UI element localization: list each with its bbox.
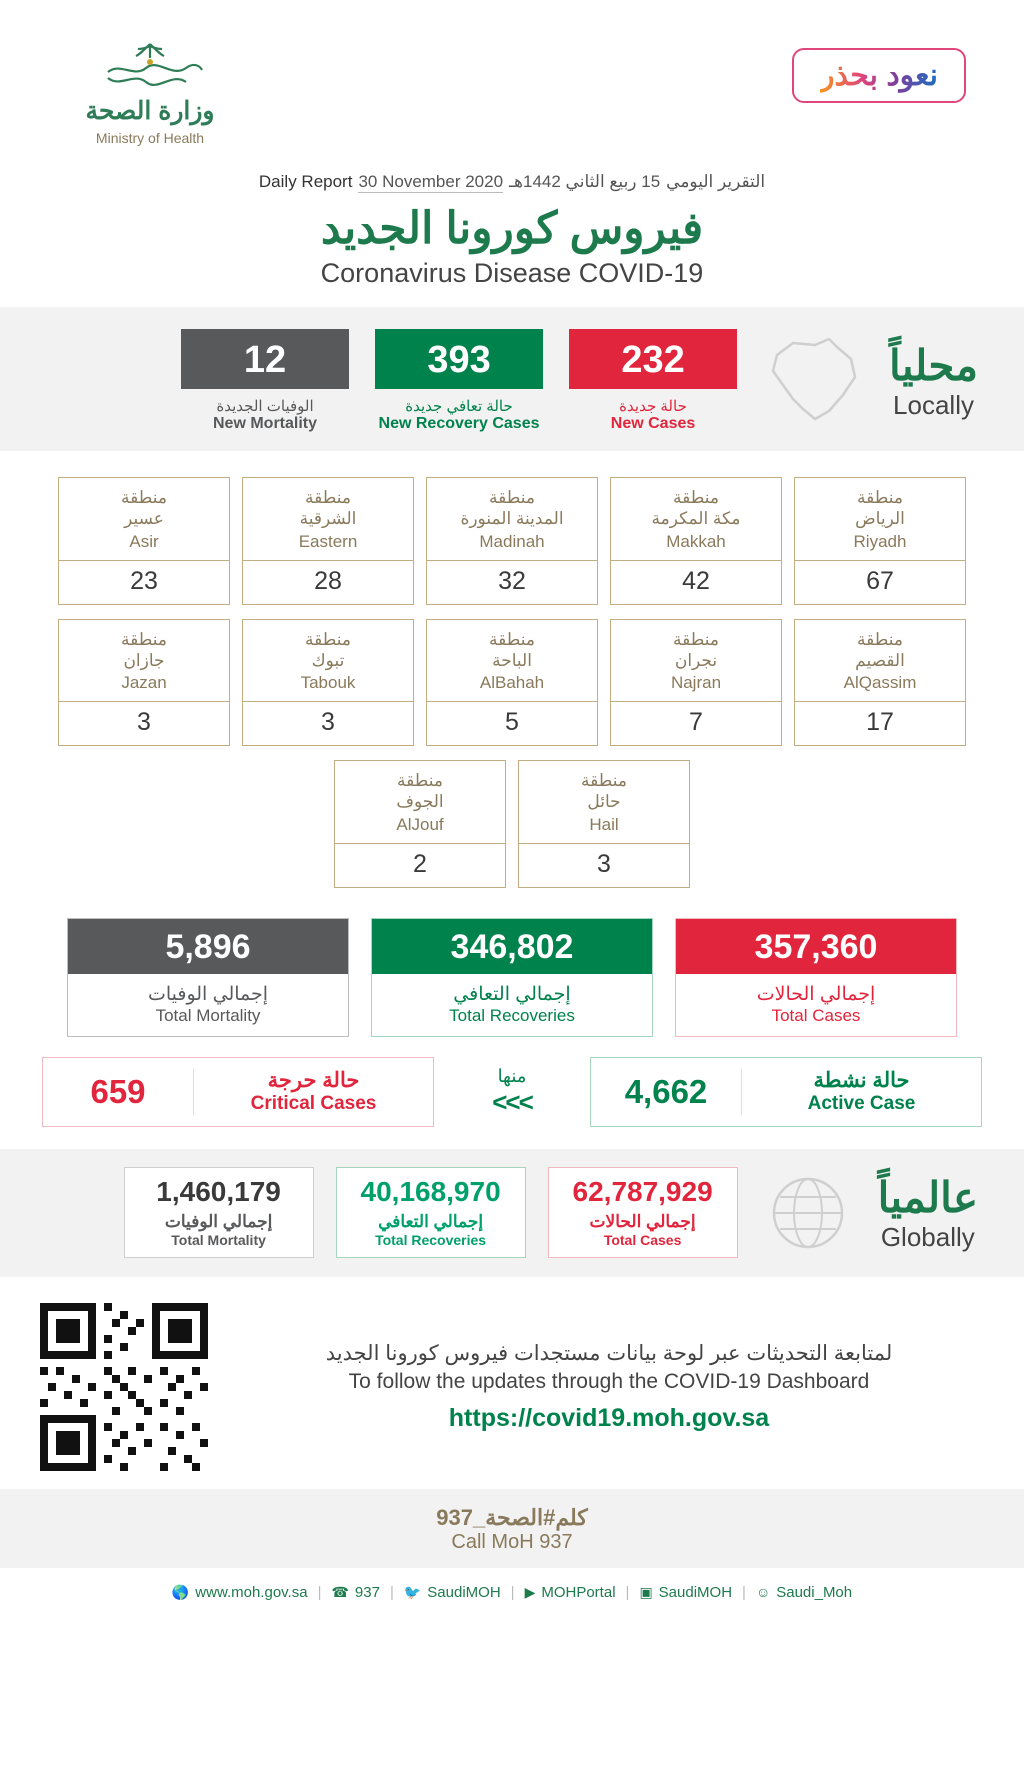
region-name-en: Asir	[129, 531, 159, 551]
footer-snapchat[interactable]	[756, 1584, 852, 1601]
global-total-recoveries-label-en: Total Recoveries	[375, 1232, 487, 1249]
region-name-ar-2: الشرقية	[299, 509, 357, 529]
regions-row-2	[30, 619, 994, 747]
region-name-en: AlJouf	[396, 814, 444, 834]
new-mortality-label-ar: الوفيات الجديدة	[216, 398, 314, 415]
footer-facebook[interactable]	[639, 1584, 732, 1601]
footer-snapchat-label: Saudi_Moh	[776, 1583, 853, 1601]
footer-twitter-label: SaudiMOH	[427, 1583, 501, 1601]
divider: |	[625, 1583, 630, 1601]
total-mortality-value: 5,896	[68, 919, 348, 974]
page-title-en: Coronavirus Disease COVID-19	[320, 258, 704, 288]
total-recoveries-card	[371, 918, 653, 1037]
footer-phone-label: 937	[354, 1583, 380, 1601]
palm-swords-emblem-icon	[55, 38, 245, 92]
region-name-ar-2: المدينة المنورة	[460, 509, 564, 529]
region-card	[610, 477, 782, 605]
region-name-ar-1: منطقة	[489, 488, 535, 507]
global-total-mortality-value: 1,460,179	[156, 1175, 281, 1207]
divider: |	[317, 1583, 322, 1601]
region-name-ar-2: نجران	[674, 650, 718, 670]
campaign-badge	[792, 48, 966, 103]
critical-cases-card	[42, 1057, 434, 1127]
region-name-en: AlBahah	[479, 673, 545, 692]
region-name-ar-2: حائل	[587, 792, 621, 812]
stat-new-recovery	[375, 329, 543, 433]
global-total-cases-label-ar: إجمالي الحالات	[589, 1212, 696, 1232]
region-value: 23	[59, 560, 229, 604]
divider: |	[742, 1583, 746, 1601]
region-name-ar-1: منطقة	[857, 488, 903, 507]
region-card	[610, 619, 782, 747]
critical-cases-value: 659	[90, 1072, 146, 1110]
region-value: 32	[427, 560, 597, 604]
gregorian-date: 30 November 2020	[358, 172, 504, 191]
total-recoveries-label-ar: إجمالي التعافي	[453, 983, 571, 1005]
global-total-cases-value: 62,787,929	[572, 1175, 713, 1207]
region-name-en: Eastern	[298, 531, 358, 551]
region-name-ar-2: الجوف	[396, 792, 444, 812]
total-mortality-label-ar: إجمالي الوفيات	[147, 983, 269, 1005]
new-recovery-label-en: New Recovery Cases	[378, 415, 540, 432]
globally-title-ar: عالمياً	[877, 1173, 978, 1221]
global-total-cases-label-en: Total Cases	[603, 1232, 682, 1249]
region-card	[794, 619, 966, 747]
facebook-icon: ▣	[639, 1583, 653, 1600]
region-value: 28	[243, 560, 413, 604]
critical-cases-label-ar: حالة حرجة	[267, 1069, 360, 1092]
divider: |	[510, 1583, 515, 1601]
region-name-en: Najran	[670, 673, 722, 692]
region-card	[58, 619, 230, 747]
of-which-arrows	[452, 1066, 572, 1118]
active-cases-value: 4,662	[624, 1072, 708, 1110]
region-name-ar-1: منطقة	[673, 629, 719, 649]
total-recoveries-value: 346,802	[372, 919, 652, 974]
region-card	[334, 760, 506, 888]
region-name-ar-2: الباحة	[492, 650, 532, 670]
new-cases-label-en: New Cases	[610, 415, 696, 432]
moh-logo-en: Ministry of Health	[95, 130, 205, 146]
footer-twitter[interactable]	[404, 1584, 501, 1601]
region-name-ar-2: تبوك	[311, 650, 345, 670]
active-cases-card	[590, 1057, 982, 1127]
stat-new-cases	[569, 329, 737, 433]
region-value: 17	[795, 701, 965, 745]
region-name-ar-1: منطقة	[305, 488, 351, 507]
page-title-ar: فيروس كورونا الجديد	[320, 204, 704, 253]
region-name-ar-2: عسير	[124, 509, 164, 529]
footer-phone[interactable]	[331, 1584, 379, 1601]
region-name-en: Riyadh	[853, 531, 907, 551]
globally-banner	[0, 1149, 1024, 1277]
region-card	[426, 619, 598, 747]
region-value: 67	[795, 560, 965, 604]
header	[0, 0, 1024, 180]
qr-code[interactable]	[40, 1303, 208, 1471]
global-total-recoveries-label-ar: إجمالي التعافي	[378, 1212, 484, 1232]
active-cases-label-ar: حالة نشطة	[813, 1069, 910, 1092]
call-moh-banner	[0, 1489, 1024, 1568]
region-name-ar-2: مكة المكرمة	[651, 509, 741, 529]
active-cases-label-en: Active Case	[807, 1093, 916, 1114]
region-value: 3	[59, 701, 229, 745]
region-card	[242, 477, 414, 605]
saudi-arabia-map-icon	[763, 333, 863, 429]
dashboard-text-ar: لمتابعة التحديثات عبر لوحة بيانات مستجدات فيروس كورونا الجديد	[325, 1341, 893, 1365]
global-total-recoveries-card	[336, 1167, 526, 1259]
new-mortality-label-en: New Mortality	[213, 415, 318, 432]
globe-icon: 🌎	[171, 1583, 190, 1600]
region-card	[518, 760, 690, 888]
regions-row-1	[30, 477, 994, 605]
hijri-date: 15 ربيع الثاني 1442هـ	[509, 172, 661, 191]
region-value: 42	[611, 560, 781, 604]
global-total-cases-card	[548, 1167, 738, 1259]
new-cases-value: 232	[569, 329, 737, 389]
regions-row-3	[30, 760, 994, 888]
call-moh-label-ar: كلم#الصحة_937	[436, 1504, 588, 1530]
stat-new-mortality	[181, 329, 349, 433]
region-name-ar-1: منطقة	[121, 629, 167, 649]
global-total-mortality-label-ar: إجمالي الوفيات	[164, 1212, 273, 1232]
region-name-en: Madinah	[479, 531, 545, 551]
dashboard-url[interactable]: https://covid19.moh.gov.sa	[448, 1403, 770, 1432]
locally-title-ar: محلياً	[889, 342, 978, 389]
globally-title	[878, 1173, 978, 1253]
new-cases-label-ar: حالة جديدة	[619, 398, 687, 415]
total-mortality-card	[67, 918, 349, 1037]
region-name-en: Hail	[589, 814, 619, 834]
moh-logo-ar: وزارة الصحة	[85, 97, 215, 125]
total-cases-label-ar: إجمالي الحالات	[756, 983, 876, 1005]
chevrons-left-icon: <<<	[492, 1086, 532, 1117]
region-value: 5	[427, 701, 597, 745]
new-recovery-label-ar: حالة تعافي جديدة	[405, 398, 513, 415]
region-name-ar-1: منطقة	[305, 629, 351, 649]
campaign-label: نعود بحذر	[820, 59, 938, 92]
region-value: 3	[243, 701, 413, 745]
snapchat-icon: ☺	[755, 1584, 771, 1600]
dashboard-section	[0, 1277, 1024, 1489]
total-cases-card	[675, 918, 957, 1037]
region-card	[794, 477, 966, 605]
locally-title	[889, 341, 978, 421]
moh-logo	[55, 38, 245, 146]
new-recovery-value: 393	[375, 329, 543, 389]
region-name-ar-2: الرياض	[855, 509, 905, 529]
totals-row	[0, 902, 1024, 1037]
region-card	[426, 477, 598, 605]
total-cases-label-en: Total Cases	[771, 1005, 861, 1025]
footer-website[interactable]	[172, 1584, 308, 1601]
region-value: 2	[335, 843, 505, 887]
dashboard-text	[234, 1341, 984, 1433]
region-name-ar-1: منطقة	[673, 488, 719, 507]
region-name-ar-1: منطقة	[489, 629, 535, 649]
footer-facebook-label: SaudiMOH	[658, 1583, 733, 1601]
region-value: 7	[611, 701, 781, 745]
region-card	[242, 619, 414, 747]
footer-youtube[interactable]	[525, 1584, 616, 1601]
region-name-ar-2: القصيم	[855, 650, 905, 670]
footer-website-label: www.moh.gov.sa	[195, 1583, 308, 1601]
region-name-ar-1: منطقة	[397, 771, 443, 790]
daily-report-label: Daily Report	[258, 172, 353, 191]
call-moh-label-en: Call MoH 937	[451, 1530, 573, 1553]
global-total-mortality-card	[124, 1167, 314, 1259]
region-name-en: Jazan	[121, 673, 167, 692]
global-total-mortality-label-en: Total Mortality	[171, 1232, 266, 1249]
total-mortality-label-en: Total Mortality	[155, 1005, 261, 1025]
footer-youtube-label: MOHPortal	[541, 1583, 616, 1601]
new-mortality-value: 12	[181, 329, 349, 389]
globe-icon	[760, 1167, 856, 1259]
globally-title-en: Globally	[880, 1221, 975, 1252]
region-name-ar-1: منطقة	[121, 488, 167, 507]
locally-title-en: Locally	[893, 390, 974, 420]
region-name-ar-1: منطقة	[581, 771, 627, 790]
critical-active-row	[0, 1037, 1024, 1149]
region-name-en: Makkah	[666, 531, 726, 551]
total-recoveries-label-en: Total Recoveries	[449, 1005, 575, 1025]
region-name-en: AlQassim	[843, 673, 917, 692]
dashboard-text-en: To follow the updates through the COVID-19 Dashboard	[348, 1369, 870, 1393]
phone-icon: ☎	[331, 1583, 349, 1600]
of-which-label: منها	[497, 1065, 527, 1086]
daily-report-label-ar: التقرير اليومي	[666, 172, 766, 191]
region-name-ar-1: منطقة	[857, 629, 903, 649]
footer	[0, 1568, 1024, 1615]
region-card	[58, 477, 230, 605]
divider: |	[389, 1583, 394, 1601]
regions-grid	[0, 451, 1024, 888]
locally-banner	[0, 307, 1024, 451]
region-name-ar-2: جازان	[123, 650, 165, 670]
youtube-icon: ▶	[524, 1583, 536, 1600]
region-value: 3	[519, 843, 689, 887]
global-total-recoveries-value: 40,168,970	[360, 1175, 501, 1207]
region-name-en: Tabouk	[300, 673, 356, 692]
total-cases-value: 357,360	[676, 919, 956, 974]
critical-cases-label-en: Critical Cases	[250, 1093, 377, 1114]
twitter-icon: 🐦	[403, 1583, 422, 1600]
